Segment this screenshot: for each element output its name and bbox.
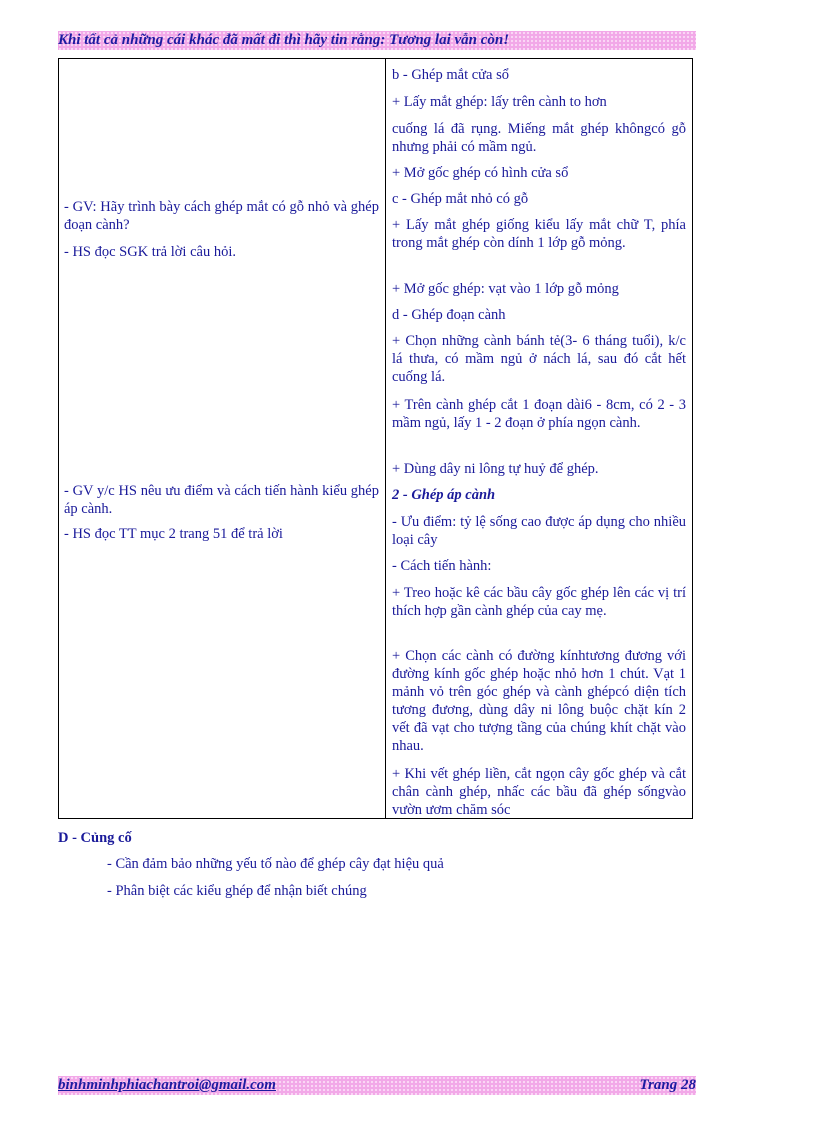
lesson-table <box>58 58 693 819</box>
right-item: c - Ghép mắt nhỏ có gỗ <box>392 191 529 207</box>
right-item: + Trên cành ghép cắt 1 đoạn dài6 - 8cm, có 2 - 3 mầm ngủ, lấy 1 - 2 đoạn ở phía ngọn cành. <box>392 397 686 431</box>
left-student-note-1: - HS đọc SGK trả lời câu hỏi. <box>64 244 236 260</box>
right-item: cuống lá đã rụng. Miếng mắt ghép khôngcó gỗ nhưng phải có mầm ngủ. <box>392 121 686 155</box>
page-number: Trang 28 <box>639 1077 696 1093</box>
right-subheading-ghep-ap-canh: 2 - Ghép áp cành <box>392 487 496 503</box>
footer-email-link[interactable]: binhminhphiachantroi@gmail.com <box>58 1077 276 1093</box>
footer-banner <box>58 1076 696 1095</box>
section-bullet: - Phân biệt các kiểu ghép để nhận biết chúng <box>107 883 367 899</box>
header-banner <box>58 31 696 50</box>
right-item: + Lấy mắt ghép: lấy trên cành to hơn <box>392 94 607 110</box>
right-item: + Mở gốc ghép có hình cửa sổ <box>392 165 569 181</box>
right-item: d - Ghép đoạn cành <box>392 307 506 323</box>
right-item: + Mở gốc ghép: vạt vào 1 lớp gỗ mỏng <box>392 281 619 297</box>
right-item: - Ưu điểm: tỷ lệ sống cao được áp dụng cho nhiều loại cây <box>392 514 686 548</box>
left-teacher-question-2: - GV y/c HS nêu ưu điểm và cách tiến hành kiểu ghép áp cành. <box>64 483 379 517</box>
left-teacher-question-1: - GV: Hãy trình bày cách ghép mắt có gỗ nhỏ và ghép đoạn cành? <box>64 199 379 233</box>
section-title: D - Củng cố <box>58 830 132 846</box>
right-item: + Chọn những cành bánh tẻ(3- 6 tháng tuổi), k/c lá thưa, có mầm ngủ ở nách lá, sau đó cắt hết cuống lá. <box>392 333 686 385</box>
right-item: + Dùng dây ni lông tự huỷ để ghép. <box>392 461 599 477</box>
right-item: + Treo hoặc kê các bầu cây gốc ghép lên các vị trí thích hợp gần cành ghép của cay mẹ. <box>392 585 686 619</box>
column-divider <box>385 59 386 818</box>
right-item: - Cách tiến hành: <box>392 558 492 574</box>
right-item: + Chọn các cành có đường kínhtương đương với đường kính gốc ghép hoặc nhỏ hơn 1 chút. Vạt 1 mảnh vỏ trên góc ghép và cành ghépcó diện tích tương đương, dùng dây ni lông buộc chặt kín 2 vết đã vạt cho tượng tầng của chúng khít chặt vào nhau. <box>392 648 686 754</box>
section-bullet: - Cần đảm bảo những yếu tố nào để ghép cây đạt hiệu quả <box>107 856 444 872</box>
right-item: + Khi vết ghép liền, cắt ngọn cây gốc ghép và cắt chân cành ghép, nhấc các bầu đã ghép sốngvào vườn ươm chăm sóc <box>392 766 686 818</box>
left-student-note-2: - HS đọc TT mục 2 trang 51 để trả lời <box>64 526 283 542</box>
header-quote: Khi tất cả những cái khác đã mất đi thì hãy tin rằng: Tương lai vẫn còn! <box>58 32 510 48</box>
right-item: b - Ghép mắt cửa sổ <box>392 67 509 83</box>
right-item: + Lấy mắt ghép giống kiểu lấy mắt chữ T, phía trong mắt ghép còn dính 1 lớp gỗ mỏng. <box>392 217 686 251</box>
